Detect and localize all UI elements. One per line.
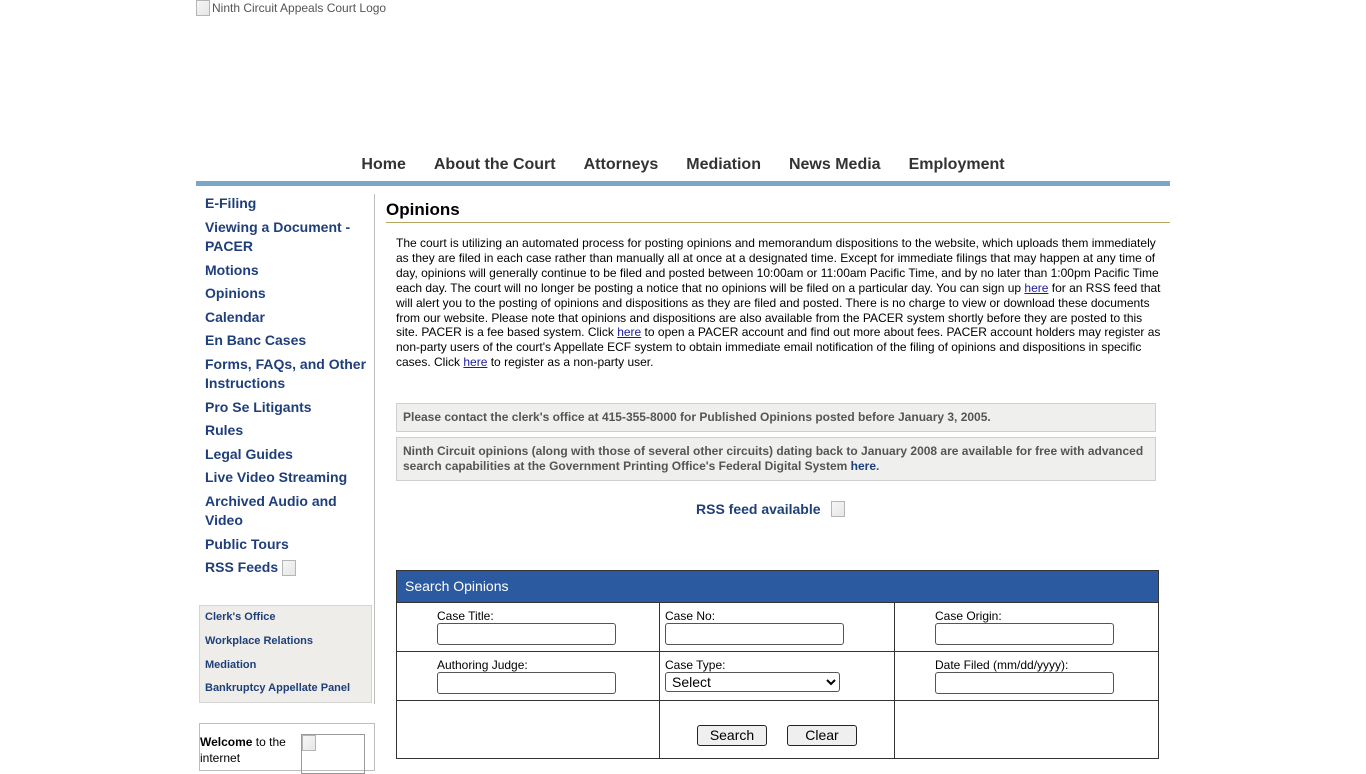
authoring-judge-label: Authoring Judge: <box>437 658 528 672</box>
nav-mediation[interactable]: Mediation <box>686 156 761 173</box>
intro-text-4: to register as a non-party user. <box>487 355 654 370</box>
welcome-rest: to the internet <box>200 735 286 765</box>
intro-text-2: for an RSS feed that will alert you to the posting of opinions and dispositions as they are filed and posted. There is no charge to view or download these documents from our website. Please note that opinions and dispositions are also available from the PACER system shortly before they are posted to this site. PACER is a fee based system. Click <box>396 280 1161 340</box>
left-sidebar <box>196 194 374 582</box>
case-title-input[interactable] <box>437 623 616 645</box>
intro-text-1: The court is utilizing an automated process for posting opinions and memorandum dispositions to the website, which uploads them immediately as they are filed in each case rather than manually all at once at a designated time. Except for immediate filings that may happen at any time of day, opinions will generally continue to be filed and posted between 10:00am or 11:00am Pacific Time, and by no later than 1:00pm Pacific Time each day. The court will no longer be posting a notice that no opinions will be filed on a particular day. You can sign up <box>396 236 1159 295</box>
top-navigation <box>196 155 1170 181</box>
case-no-label: Case No: <box>665 609 716 623</box>
rss-feed-available[interactable] <box>696 501 845 517</box>
secondary-links <box>199 605 372 703</box>
welcome-image <box>301 734 365 774</box>
sidebar-item-public-tours[interactable]: Public Tours <box>205 535 289 552</box>
sidebar-item-rss-feeds[interactable] <box>205 558 374 578</box>
notice-published-opinions: Please contact the clerk's office at 415-355-8000 for Published Opinions posted before January 3, 2005. <box>396 403 1156 432</box>
sidebar-links <box>196 194 374 578</box>
sidebar-item-rss-label: RSS Feeds <box>205 559 279 575</box>
nonparty-register-link[interactable]: here <box>463 355 488 370</box>
sidebar-item-forms-faqs[interactable]: Forms, FAQs, and Other Instructions <box>205 355 367 391</box>
notice-fdsys-text: Ninth Circuit opinions (along with those of several other circuits) dating back to January 2008 are available for free with advanced search capabilities at the Government Printing Office's Federal Digital System <box>403 444 1144 473</box>
case-origin-input[interactable] <box>935 623 1114 645</box>
logo-alt-text: Ninth Circuit Appeals Court Logo <box>212 1 387 15</box>
rss-feed-label: RSS feed available <box>696 501 821 517</box>
clear-button[interactable]: Clear <box>787 725 857 746</box>
welcome-text <box>200 734 290 766</box>
empty-cell-left <box>397 700 660 758</box>
rss-signup-link[interactable]: here <box>1024 280 1049 295</box>
sidebar-item-rules[interactable]: Rules <box>205 422 244 438</box>
date-filed-input[interactable] <box>935 672 1114 694</box>
notice-fdsys <box>396 437 1156 481</box>
intro-text-3: to open a PACER account and find out more about fees. PACER account holders may register as non-party users of the court's Appellate ECF system to obtain immediate email notification of the filing of opinions and dispositions in specific cases. Click <box>396 325 1161 370</box>
sidebar-item-calendar[interactable]: Calendar <box>205 308 265 325</box>
sidebar-item-legal-guides[interactable]: Legal Guides <box>205 445 293 462</box>
pacer-account-link[interactable]: here <box>617 325 642 340</box>
sidebar-item-live-video[interactable]: Live Video Streaming <box>205 469 348 485</box>
sidebar-item-pro-se[interactable]: Pro Se Litigants <box>205 398 312 415</box>
case-type-label: Case Type: <box>665 658 726 672</box>
case-origin-cell <box>895 602 1158 651</box>
nav-about-the-court[interactable]: About the Court <box>433 156 556 173</box>
nav-news-media[interactable]: News Media <box>788 156 881 173</box>
case-type-cell <box>660 651 895 700</box>
main-content <box>386 194 1170 743</box>
case-title-cell <box>397 602 660 651</box>
sidebar-item-viewing-document[interactable]: Viewing a Document - PACER <box>205 218 351 254</box>
notice-fdsys-end: . <box>876 459 880 473</box>
sidebar-item-workplace-relations[interactable]: Workplace Relations <box>205 635 313 647</box>
nav-employment[interactable]: Employment <box>908 156 1005 173</box>
rss-icon <box>282 560 296 576</box>
search-grid <box>397 602 1158 758</box>
court-logo[interactable] <box>196 0 386 16</box>
case-no-input[interactable] <box>665 623 844 645</box>
welcome-bold: Welcome <box>200 735 253 749</box>
search-opinions-form <box>396 570 1159 759</box>
sidebar-divider <box>374 194 375 704</box>
case-type-select[interactable] <box>665 672 840 692</box>
search-heading: Search Opinions <box>397 571 1158 602</box>
authoring-judge-input[interactable] <box>437 672 616 694</box>
buttons-cell <box>660 700 895 758</box>
empty-cell-right <box>895 700 1158 758</box>
sidebar-item-efiling[interactable]: E-Filing <box>205 195 257 211</box>
sidebar-item-opinions[interactable]: Opinions <box>205 285 266 301</box>
sidebar-item-archived-audio[interactable]: Archived Audio and Video <box>205 492 337 528</box>
authoring-judge-cell <box>397 651 660 700</box>
intro-paragraph <box>396 236 1162 370</box>
sidebar-item-en-banc[interactable]: En Banc Cases <box>205 332 307 348</box>
search-button[interactable]: Search <box>697 725 767 746</box>
fdsys-link[interactable]: here <box>850 459 877 473</box>
broken-image-icon <box>302 735 316 751</box>
sidebar-item-bankruptcy-panel[interactable]: Bankruptcy Appellate Panel <box>205 682 351 694</box>
sidebar-item-mediation[interactable]: Mediation <box>205 659 257 671</box>
case-no-cell <box>660 602 895 651</box>
page-title: Opinions <box>386 194 1170 223</box>
sidebar-item-motions[interactable]: Motions <box>205 261 259 278</box>
rss-icon <box>831 501 845 517</box>
nav-attorneys[interactable]: Attorneys <box>583 156 659 173</box>
case-origin-label: Case Origin: <box>935 609 1002 623</box>
nav-divider-bar <box>196 181 1170 186</box>
broken-image-icon <box>196 0 210 16</box>
date-filed-label: Date Filed (mm/dd/yyyy): <box>935 658 1069 672</box>
nav-home[interactable]: Home <box>361 156 406 173</box>
sidebar-item-clerks-office[interactable]: Clerk's Office <box>205 611 276 623</box>
date-filed-cell <box>895 651 1158 700</box>
welcome-box <box>199 723 375 771</box>
case-title-label: Case Title: <box>437 609 494 623</box>
